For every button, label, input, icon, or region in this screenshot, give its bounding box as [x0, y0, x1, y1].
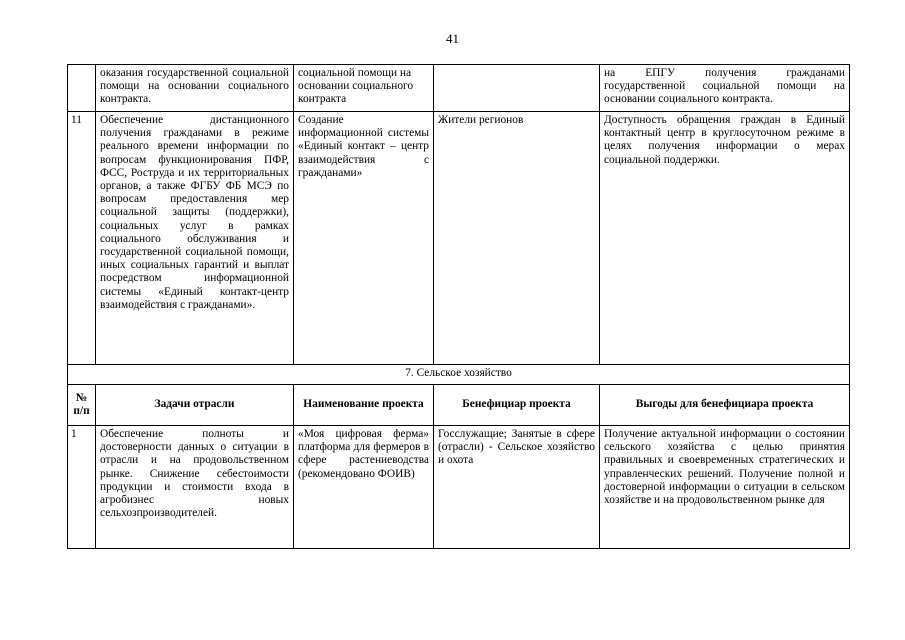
header-project: Наименование проекта [294, 385, 434, 426]
header-benefits: Выгоды для бенефициара проекта [600, 385, 850, 426]
table-row-1 [68, 426, 850, 549]
cell-benefits: на ЕПГУ получения гражданами государственной социальной помощи на основании социального контракта. [600, 65, 850, 112]
cell-beneficiary [434, 65, 600, 112]
table-row-continuation [68, 65, 850, 112]
header-row [68, 385, 850, 426]
cell-num [68, 65, 96, 112]
cell-project: «Моя цифровая ферма» платформа для фермеров в сфере растениеводства (рекомендовано ФОИВ) [294, 426, 434, 549]
table-row-11 [68, 112, 850, 365]
cell-num: 11 [68, 112, 96, 365]
cell-task: Обеспечение дистанционного получения гражданами в режиме реального времени информации по вопросам функционирования ПФР, ФСС, Роструда и их территориальных органов, а также ФГБУ ФБ МСЭ по вопросам предоставления мер социальной защиты (поддержки), социальных услуг в рамках социального обслуживания и государственной социальной помощи, иных социальных гарантий и выплат посредством информационной системы «Единый контакт-центр взаимодействия с гражданами». [96, 112, 294, 365]
cell-beneficiary: Жители регионов [434, 112, 600, 365]
header-num: № п/п [68, 385, 96, 426]
header-beneficiary: Бенефициар проекта [434, 385, 600, 426]
cell-task: оказания государственной социальной помощи на основании социального контракта. [96, 65, 294, 112]
section-row [68, 365, 850, 385]
cell-beneficiary: Госслужащие; Занятые в сфере (отрасли) - Сельское хозяйство и охота [434, 426, 600, 549]
cell-task: Обеспечение полноты и достоверности данных о ситуации в отрасли и на продовольственном рынке. Снижение себестоимости продукции и стоимости входа в агробизнес новых сельхозпроизводителей. [96, 426, 294, 549]
cell-project: социальной помощи на основании социального контракта [294, 65, 434, 112]
cell-benefits: Доступность обращения граждан в Единый контактный центр в круглосуточном режиме в целях получения информации о мерах социальной поддержки. [600, 112, 850, 365]
cell-num: 1 [68, 426, 96, 549]
cell-project: Создание информационной системы «Единый контакт – центр взаимодействия с гражданами» [294, 112, 434, 365]
programme-table [67, 64, 850, 549]
header-task: Задачи отрасли [96, 385, 294, 426]
cell-benefits: Получение актуальной информации о состоянии сельского хозяйства с целью принятия правильных и своевременных стратегических и управленческих решений. Получение полной и достоверной информации о ситуации в сельском хозяйстве и на продовольственном рынке для [600, 426, 850, 549]
section-title: 7. Сельское хозяйство [68, 365, 850, 385]
page-number: 41 [446, 31, 459, 46]
